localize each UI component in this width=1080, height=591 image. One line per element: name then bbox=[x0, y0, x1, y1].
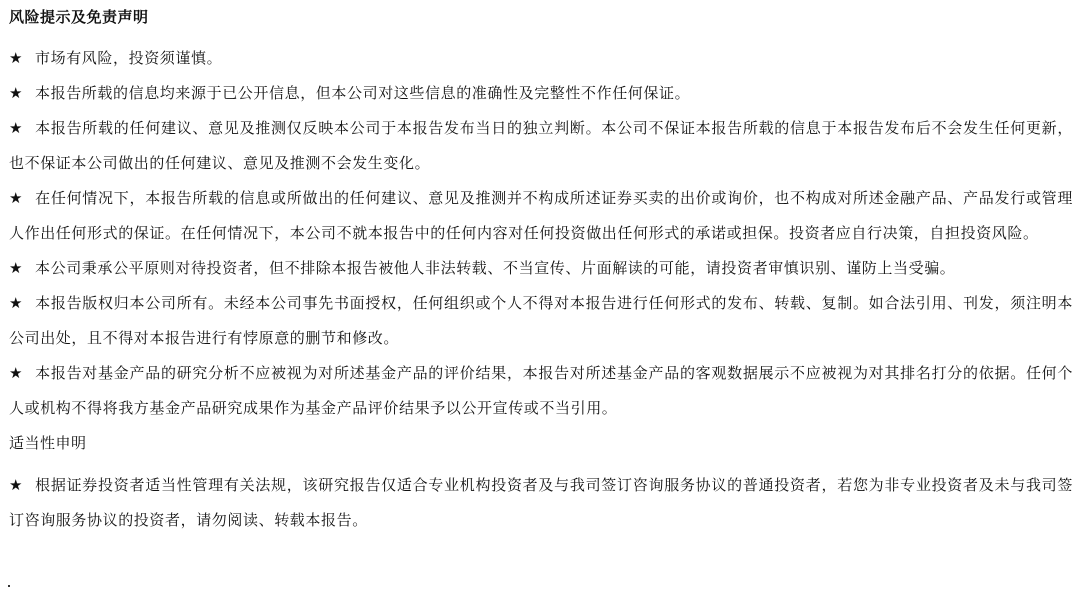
disclaimer-item bbox=[9, 76, 1073, 111]
disclaimer-item bbox=[9, 468, 1073, 538]
disclaimer-item-text: 本报告所载的信息均来源于已公开信息，但本公司对这些信息的准确性及完整性不作任何保证。 bbox=[35, 84, 691, 102]
disclaimer-item-text: 本报告所载的任何建议、意见及推测仅反映本公司于本报告发布当日的独立判断。本公司不保证本报告所载的信息于本报告发布后不会发生任何更新，也不保证本公司做出的任何建议、意见及推测不会发生变化。 bbox=[9, 119, 1073, 172]
disclaimer-item-text: 本公司秉承公平原则对待投资者，但不排除本报告被他人非法转载、不当宣传、片面解读的可能，请投资者审慎识别、谨防上当受骗。 bbox=[35, 259, 956, 277]
star-bullet: ★ bbox=[9, 476, 24, 494]
disclaimer-item-text: 本报告对基金产品的研究分析不应被视为对所述基金产品的评价结果，本报告对所述基金产品的客观数据展示不应被视为对其排名打分的依据。任何个人或机构不得将我方基金产品研究成果作为基金产品评价结果予以公开宣传或不当引用。 bbox=[9, 364, 1073, 417]
disclaimer-item-text: 在任何情况下，本报告所载的信息或所做出的任何建议、意见及推测并不构成所述证券买卖的出价或询价，也不构成对所述金融产品、产品发行或管理人作出任何形式的保证。在任何情况下，本公司不就本报告中的任何内容对任何投资做出任何形式的承诺或担保。投资者应自行决策，自担投资风险。 bbox=[9, 189, 1073, 242]
page-dot bbox=[8, 585, 10, 587]
disclaimer-item bbox=[9, 111, 1073, 181]
star-bullet: ★ bbox=[9, 259, 24, 277]
suitability-list bbox=[9, 468, 1073, 538]
star-bullet: ★ bbox=[9, 294, 24, 312]
disclaimer-list bbox=[9, 41, 1073, 426]
disclaimer-item bbox=[9, 181, 1073, 251]
disclaimer-item bbox=[9, 286, 1073, 356]
disclaimer-item-text: 根据证券投资者适当性管理有关法规，该研究报告仅适合专业机构投资者及与我司签订咨询服务协议的普通投资者，若您为非专业投资者及未与我司签订咨询服务协议的投资者，请勿阅读、转载本报告。 bbox=[9, 476, 1073, 529]
disclaimer-item-text: 市场有风险，投资须谨慎。 bbox=[35, 49, 223, 67]
risk-disclaimer-heading: 风险提示及免责声明 bbox=[9, 8, 149, 26]
suitability-heading: 适当性申明 bbox=[9, 434, 87, 452]
star-bullet: ★ bbox=[9, 364, 24, 382]
star-bullet: ★ bbox=[9, 119, 24, 137]
disclaimer-item bbox=[9, 41, 1073, 76]
disclaimer-item-text: 本报告版权归本公司所有。未经本公司事先书面授权，任何组织或个人不得对本报告进行任何形式的发布、转载、复制。如合法引用、刊发，须注明本公司出处，且不得对本报告进行有悖原意的删节和修改。 bbox=[9, 294, 1073, 347]
disclaimer-item bbox=[9, 356, 1073, 426]
star-bullet: ★ bbox=[9, 49, 24, 67]
star-bullet: ★ bbox=[9, 84, 24, 102]
disclaimer-item bbox=[9, 251, 1073, 286]
star-bullet: ★ bbox=[9, 189, 24, 207]
